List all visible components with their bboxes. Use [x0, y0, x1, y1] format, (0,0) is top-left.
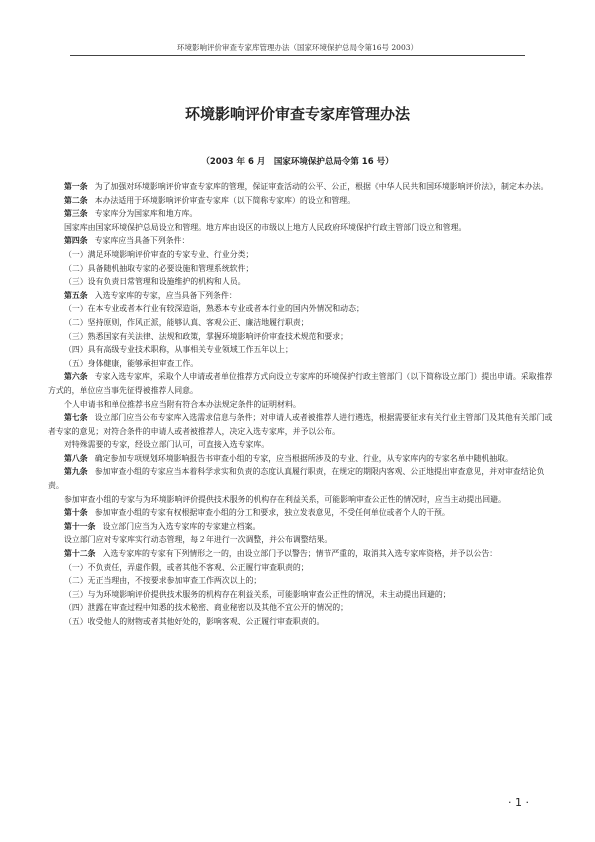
- paragraph-text: 设立部门应当为入选专家库的专家建立档案。: [102, 521, 261, 531]
- header-rule: [70, 55, 525, 56]
- paragraph-text: 入选专家库的专家有下列情形之一的，由设立部门予以警告；情节严重的，取消其入选专家库资格，并予以公告：: [102, 549, 498, 559]
- paragraph: [48, 302, 555, 316]
- article-label: 第十一条: [64, 521, 96, 531]
- paragraph: [48, 438, 555, 452]
- article-label: 第三条: [64, 209, 88, 219]
- paragraph-text: （五）收受他人的财物或者其他好处的，影响客观、公正履行审查职责的。: [64, 617, 325, 626]
- paragraph: [48, 289, 555, 303]
- article-label: 第一条: [64, 182, 88, 191]
- paragraph: [48, 601, 555, 615]
- document-subtitle: （2003 年 6 月 国家环境保护总局令第 16 号）: [201, 157, 394, 167]
- paragraph: [48, 194, 555, 208]
- paragraph-text: （三）设有负责日常管理和设施维护的机构和人员。: [64, 277, 246, 287]
- paragraph: [48, 207, 555, 221]
- paragraph-text: 入选专家库的专家，应当具备下列条件：: [94, 290, 237, 300]
- paragraph-text: 参加审查小组的专家与为环境影响评价提供技术服务的机构存在利益关系，可能影响审查公正性的情况时，应当主动提出回避。: [64, 494, 506, 504]
- paragraph: [48, 221, 555, 235]
- paragraph-text: 确定参加专项规划环境影响报告书审查小组的专家，应当根据所涉及的专业、行业，从专家库内的专家名单中随机抽取。: [94, 453, 513, 463]
- article-label: 第二条: [64, 195, 88, 205]
- paragraph: [48, 615, 555, 629]
- running-header: 环境影响评价审查专家库管理办法（国家环境保护总局令第16号 2003）: [176, 43, 418, 52]
- paragraph-text: 设立部门应对专家库实行动态管理，每２年进行一次调整，并公布调整结果。: [64, 535, 333, 545]
- document-body: [48, 180, 555, 629]
- paragraph: [48, 452, 555, 466]
- paragraph: [48, 330, 555, 344]
- paragraph: [48, 411, 555, 438]
- paragraph-text: （四）具有高级专业技术职称，从事相关专业领域工作五年以上；: [64, 345, 293, 355]
- paragraph: [48, 588, 555, 602]
- paragraph-text: 个人申请书和单位推荐书应当附有符合本办法规定条件的证明材料。: [64, 399, 301, 409]
- paragraph: [48, 506, 555, 520]
- paragraph-text: 国家库由国家环境保护总局设立和管理。地方库由设区的市级以上地方人民政府环境保护行政主管部门设立和管理。: [64, 222, 467, 232]
- paragraph: [48, 547, 555, 561]
- paragraph-text: 设立部门应当公布专家库入选需求信息与条件；对申请人或者被推荐人进行遴选，根据需要征求有关行业主管部门及其他有关部门或者专家的意见；对符合条件的申请人或者被推荐人，决定入选专家库，并予以公布。: [48, 413, 553, 436]
- article-label: 第十条: [64, 508, 88, 518]
- paragraph: [48, 533, 555, 547]
- paragraph-text: 专家库应当具备下列条件：: [94, 236, 190, 246]
- paragraph-text: 本办法适用于环境影响评价审查专家库（以下简称专家库）的设立和管理。: [94, 195, 356, 205]
- paragraph-text: （一）不负责任，弄虚作假，或者其他不客观、公正履行审查职责的；: [64, 562, 309, 572]
- paragraph-text: 参加审查小组的专家有权根据审查小组的分工和要求，独立发表意见，不受任何单位或者个人的干预。: [94, 508, 450, 518]
- paragraph-text: （三）熟悉国家有关法律、法规和政策，掌握环境影响评价审查技术规范和要求；: [64, 331, 349, 341]
- page-number: · 1 ·: [508, 796, 529, 809]
- paragraph-text: （二）具备随机抽取专家的必要设施和管理系统软件；: [64, 263, 254, 273]
- paragraph-text: 专家库分为国家库和地方库。: [94, 209, 198, 219]
- paragraph: [48, 275, 555, 289]
- article-label: 第四条: [64, 236, 88, 246]
- paragraph-text: （三）与为环境影响评价提供技术服务的机构存在利益关系，可能影响审查公正性的情况，未主动提出回避的；: [64, 589, 451, 599]
- paragraph: [48, 180, 555, 194]
- paragraph: [48, 398, 555, 412]
- article-label: 第六条: [64, 372, 88, 382]
- paragraph: [48, 465, 555, 492]
- paragraph: [48, 316, 555, 330]
- paragraph-text: 为了加强对环境影响评价审查专家库的管理，保证审查活动的公平、公正，根据《中华人民共和国环境影响评价法》，制定本办法。: [94, 182, 549, 191]
- article-label: 第五条: [64, 290, 88, 300]
- paragraph: [48, 234, 555, 248]
- paragraph-text: （二）坚持原则，作风正派，能够认真、客观公正、廉洁地履行职责；: [64, 317, 309, 327]
- paragraph: [48, 343, 555, 357]
- paragraph-text: 专家入选专家库，采取个人申请或者单位推荐方式向设立专家库的环境保护行政主管部门（以下简称设立部门）提出申请。采取推荐方式的，单位应当事先征得被推荐人同意。: [48, 372, 553, 395]
- paragraph-text: （一）满足环境影响评价审查的专家专业、行业分类；: [64, 249, 254, 259]
- paragraph: [48, 248, 555, 262]
- paragraph-text: 对特殊需要的专家，经设立部门认可，可直接入选专家库。: [64, 440, 270, 450]
- paragraph-text: 参加审查小组的专家应当本着科学求实和负责的态度认真履行职责，在规定的期限内客观、公正地提出审查意见，并对审查结论负责。: [48, 467, 545, 491]
- paragraph: [48, 520, 555, 534]
- article-label: 第八条: [64, 453, 88, 463]
- paragraph-text: （一）在本专业或者本行业有较深造诣，熟悉本专业或者本行业的国内外情况和动态；: [64, 304, 364, 314]
- paragraph: [48, 262, 555, 276]
- article-label: 第十二条: [64, 549, 96, 559]
- paragraph-text: （二）无正当理由，不按要求参加审查工作两次以上的；: [64, 576, 262, 586]
- paragraph: [48, 357, 555, 371]
- article-label: 第九条: [64, 467, 88, 477]
- paragraph: [48, 561, 555, 575]
- paragraph-text: （四）泄露在审查过程中知悉的技术秘密、商业秘密以及其他不宜公开的情况的；: [64, 603, 349, 613]
- paragraph: [48, 370, 555, 397]
- article-label: 第七条: [64, 413, 88, 423]
- document-title: 环境影响评价审查专家库管理办法: [184, 105, 410, 123]
- paragraph: [48, 574, 555, 588]
- paragraph-text: （五）身体健康，能够承担审查工作。: [64, 358, 199, 368]
- paragraph: [48, 493, 555, 507]
